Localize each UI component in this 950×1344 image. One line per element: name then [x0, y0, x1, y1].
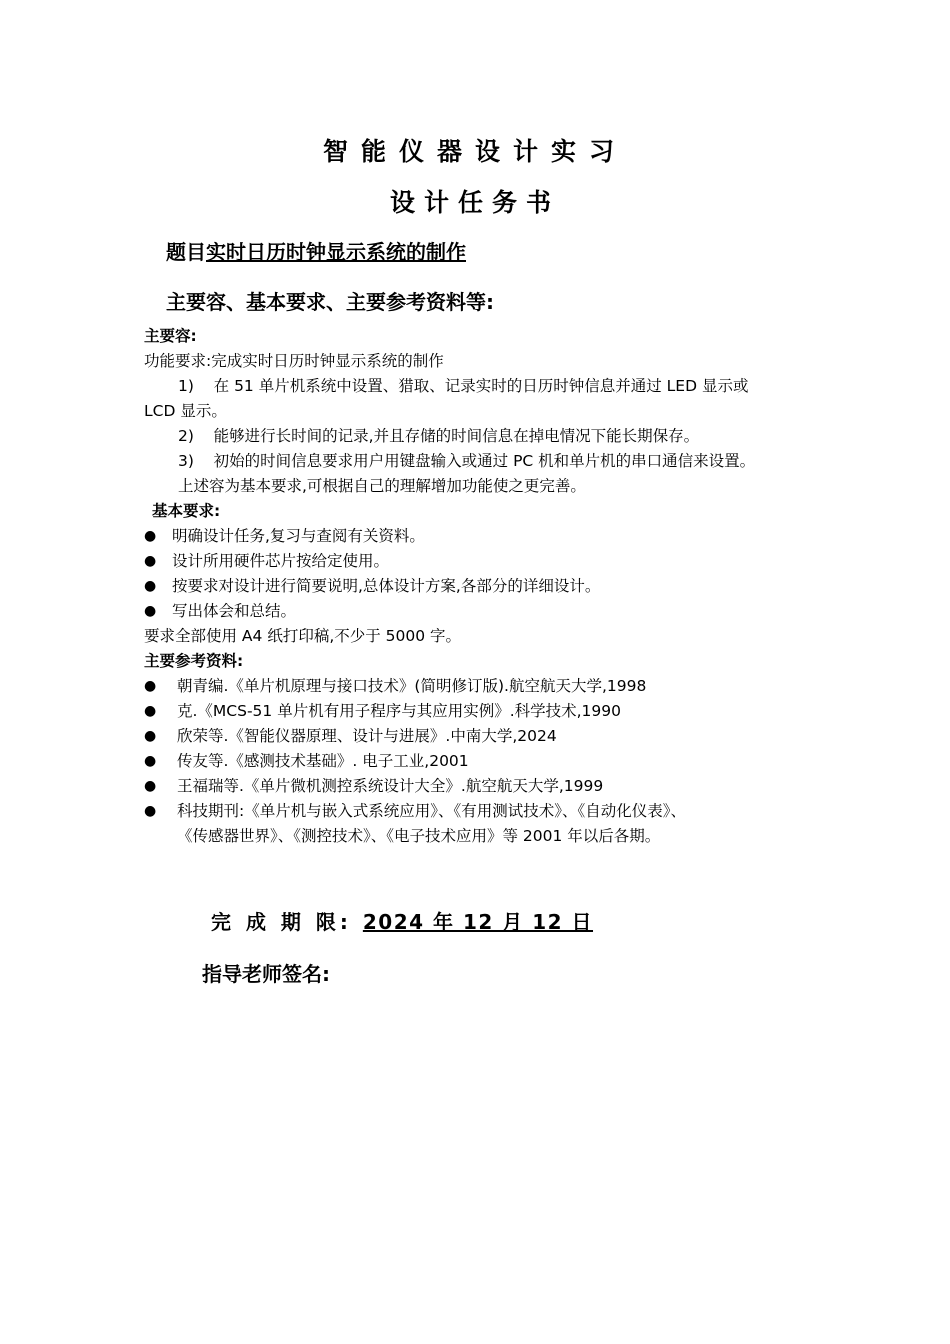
reference-item: ● 欣荣等.《智能仪器原理、设计与进展》.中南大学,2024	[144, 724, 824, 749]
document-title: 智能仪器设计实习	[322, 137, 627, 166]
item-number: 1)	[178, 377, 194, 395]
bullet-icon: ●	[144, 703, 157, 719]
paper-requirement-note: 要求全部使用 A4 纸打印稿,不少于 5000 字。	[144, 627, 462, 645]
basic-requirement-item: ● 明确设计任务,复习与查阅有关资料。	[144, 524, 824, 549]
references-heading: 主要参考资料:	[144, 652, 244, 670]
requirement-item-3	[144, 449, 824, 474]
item-text: 能够进行长时间的记录,并且存储的时间信息在掉电情况下能长期保存。	[213, 427, 700, 445]
item-text: 初始的时间信息要求用户用键盘输入或通过 PC 机和单片机的串口通信来设置。	[213, 452, 756, 470]
bullet-icon: ●	[144, 603, 157, 619]
bullet-icon: ●	[144, 553, 157, 569]
subject-prefix: 题目	[166, 240, 206, 264]
reference-item: ● 朝青编.《单片机原理与接口技术》(简明修订版).航空航天大学,1998	[144, 674, 824, 699]
bullet-icon: ●	[144, 753, 157, 769]
basic-requirement-item: ● 按要求对设计进行简要说明,总体设计方案,各部分的详细设计。	[144, 574, 824, 599]
requirement-item-1	[144, 374, 824, 399]
item-number: 3)	[178, 452, 194, 470]
reference-item: ● 克.《MCS-51 单片机有用子程序与其应用实例》.科学技术,1990	[144, 699, 824, 724]
bullet-icon: ●	[144, 578, 157, 594]
subject-line	[166, 236, 466, 265]
reference-item: ● 科技期刊:《单片机与嵌入式系统应用》、《有用测试技术》、《自动化仪表》、	[144, 799, 824, 824]
body-content	[144, 324, 824, 849]
deadline-date: 2024 年 12 月 12 日	[362, 910, 594, 934]
bullet-icon: ●	[144, 528, 157, 544]
item-text: 在 51 单片机系统中设置、猎取、记录实时的日历时钟信息并通过 LED 显示或	[213, 377, 749, 395]
basic-requirement-item: ● 设计所用硬件芯片按给定使用。	[144, 549, 824, 574]
main-content-note: 上述容为基本要求,可根据自己的理解增加功能使之更完善。	[178, 477, 586, 495]
deadline-label: 完 成 期 限:	[211, 910, 352, 934]
supervisor-signature-label: 指导老师签名:	[202, 962, 330, 986]
reference-item-continuation: 《传感器世界》、《测控技术》、《电子技术应用》等 2001 年以后各期。	[177, 827, 661, 845]
deadline	[211, 906, 593, 935]
requirement-item-2	[144, 424, 824, 449]
main-content-heading: 主要容:	[144, 327, 197, 345]
subject-name: 实时日历时钟显示系统的制作	[206, 240, 466, 264]
document-subtitle: 设计任务书	[389, 188, 560, 217]
section-heading: 主要容、基本要求、主要参考资料等:	[166, 290, 494, 314]
reference-item: ● 传友等.《感测技术基础》. 电子工业,2001	[144, 749, 824, 774]
basic-requirement-item: ● 写出体会和总结。	[144, 599, 824, 624]
reference-item: ● 王福瑞等.《单片微机测控系统设计大全》.航空航天大学,1999	[144, 774, 824, 799]
basic-requirements-heading: 基本要求:	[152, 502, 221, 520]
bullet-icon: ●	[144, 778, 157, 794]
function-requirement: 功能要求:完成实时日历时钟显示系统的制作	[144, 352, 444, 370]
item-number: 2)	[178, 427, 194, 445]
bullet-icon: ●	[144, 803, 157, 819]
requirement-item-1-continuation: LCD 显示。	[144, 402, 227, 420]
bullet-icon: ●	[144, 728, 157, 744]
bullet-icon: ●	[144, 678, 157, 694]
